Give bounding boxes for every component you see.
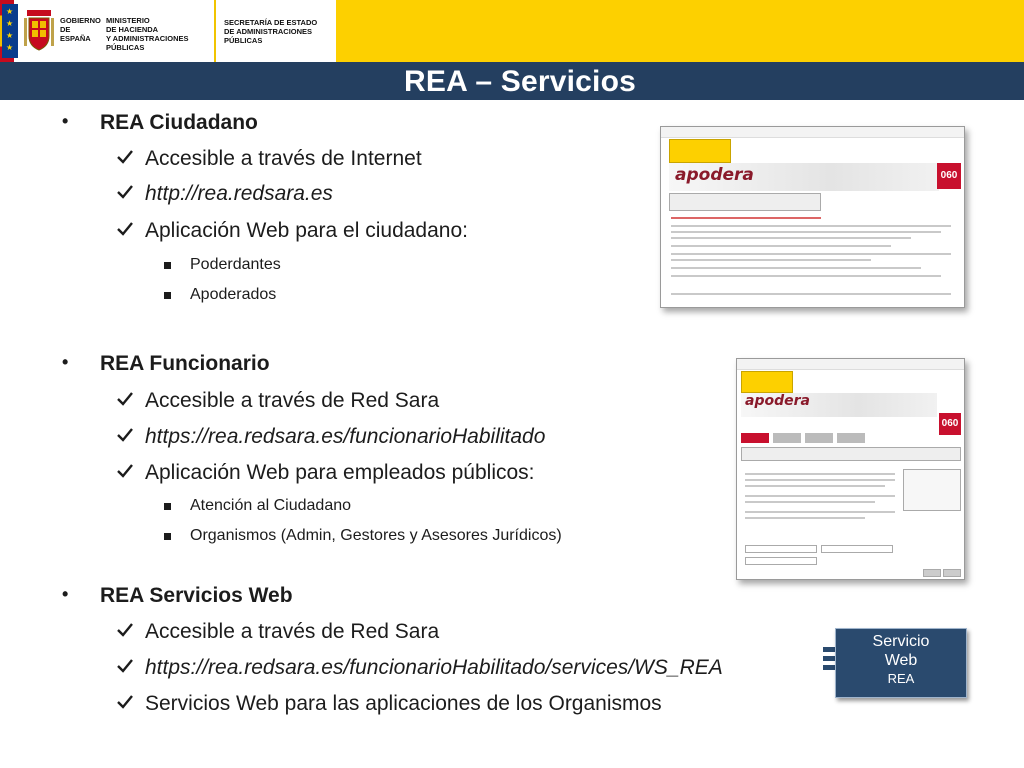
screenshot-060-badge: 060 bbox=[937, 163, 961, 189]
header-bar bbox=[0, 0, 1024, 62]
screenshot-text-line bbox=[745, 485, 885, 487]
screenshot-text-line bbox=[671, 259, 871, 261]
checkmark-icon bbox=[116, 148, 134, 166]
screenshot-tab bbox=[741, 433, 769, 443]
square-bullet-icon bbox=[164, 262, 171, 269]
screenshot-gov-logo bbox=[741, 371, 793, 393]
checkmark-icon bbox=[116, 220, 134, 238]
screenshot-subnav bbox=[741, 447, 961, 461]
screenshot-text-line bbox=[671, 225, 951, 227]
screenshot-footer-line bbox=[671, 293, 951, 295]
screenshot-apodera-logo: apodera bbox=[675, 165, 754, 185]
screenshot-tab bbox=[805, 433, 833, 443]
screenshot-rea-ciudadano bbox=[660, 126, 965, 308]
screenshot-sidebar-box bbox=[903, 469, 961, 511]
bullet-icon: • bbox=[62, 584, 69, 604]
screenshot-060-badge: 060 bbox=[939, 413, 961, 435]
square-bullet-icon bbox=[164, 292, 171, 299]
screenshot-top-strip bbox=[661, 127, 964, 138]
screenshot-button bbox=[943, 569, 961, 577]
screenshot-text-line bbox=[745, 517, 865, 519]
ministry-label: MINISTERIO DE HACIENDA Y ADMINISTRACIONES PÚBLICAS bbox=[106, 16, 189, 52]
secretaria-label: SECRETARÍA DE ESTADO DE ADMINISTRACIONES PÚBLICAS bbox=[224, 18, 318, 45]
screenshot-text-line bbox=[745, 473, 895, 475]
screenshot-input bbox=[745, 557, 817, 565]
screenshot-text-line bbox=[745, 495, 895, 497]
checkmark-icon bbox=[116, 693, 134, 711]
screenshot-text-line bbox=[671, 253, 951, 255]
coat-of-arms-icon bbox=[24, 8, 54, 52]
screenshot-input bbox=[745, 545, 817, 553]
screenshot-apodera-logo: apodera bbox=[745, 393, 810, 409]
secretaria-box bbox=[214, 0, 338, 62]
screenshot-text-line bbox=[671, 275, 941, 277]
page-title: REA – Servicios bbox=[404, 65, 636, 98]
screenshot-text-line bbox=[745, 479, 895, 481]
screenshot-tab bbox=[773, 433, 801, 443]
screenshot-text-line bbox=[745, 501, 875, 503]
checkmark-icon bbox=[116, 426, 134, 444]
screenshot-gov-logo bbox=[669, 139, 731, 163]
eu-flag-icon: ★ ★ ★ ★ bbox=[2, 4, 18, 58]
screenshot-text-line bbox=[671, 267, 921, 269]
screenshot-text-line bbox=[745, 511, 895, 513]
bullet-icon: • bbox=[62, 111, 69, 131]
screenshot-button bbox=[923, 569, 941, 577]
square-bullet-icon bbox=[164, 533, 171, 540]
header-yellow-band bbox=[336, 0, 1024, 62]
checkmark-icon bbox=[116, 621, 134, 639]
checkmark-icon bbox=[116, 657, 134, 675]
screenshot-text-line bbox=[671, 231, 941, 233]
checkmark-icon bbox=[116, 462, 134, 480]
screenshot-top-strip bbox=[737, 359, 964, 370]
square-bullet-icon bbox=[164, 503, 171, 510]
screenshot-tab bbox=[837, 433, 865, 443]
screenshot-text-line bbox=[671, 237, 911, 239]
checkmark-icon bbox=[116, 183, 134, 201]
government-label: GOBIERNO DE ESPAÑA bbox=[60, 16, 101, 43]
web-service-badge: Servicio Web REA bbox=[835, 628, 967, 698]
screenshot-text-line bbox=[671, 217, 821, 219]
screenshot-menu bbox=[669, 193, 821, 211]
screenshot-input bbox=[821, 545, 893, 553]
checkmark-icon bbox=[116, 390, 134, 408]
screenshot-rea-funcionario bbox=[736, 358, 965, 580]
screenshot-text-line bbox=[671, 245, 891, 247]
bullet-icon: • bbox=[62, 352, 69, 372]
